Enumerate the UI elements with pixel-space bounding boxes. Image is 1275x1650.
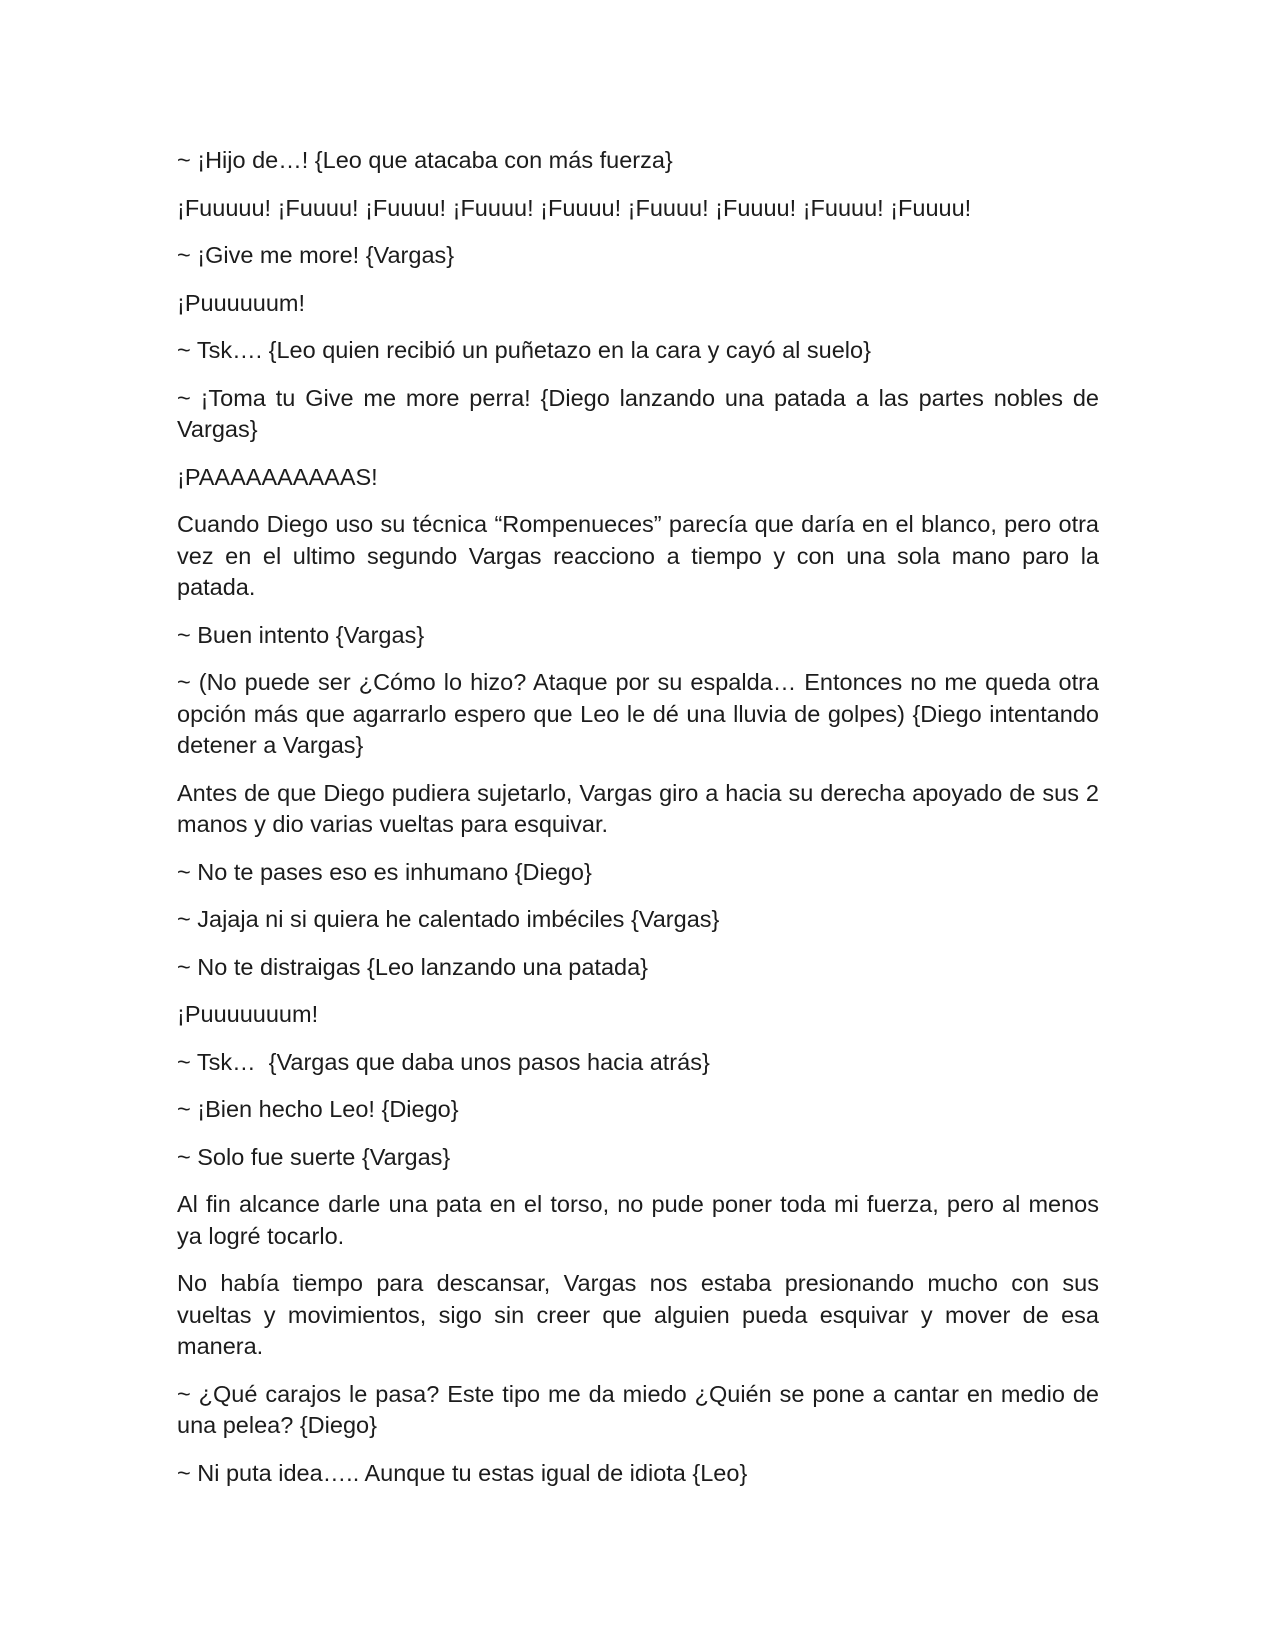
narration-paragraph: Al fin alcance darle una pata en el torso, no pude poner toda mi fuerza, pero al menos ya logré tocarlo. [177,1191,1099,1249]
narration-paragraph: Antes de que Diego pudiera sujetarlo, Vargas giro a hacia su derecha apoyado de sus 2 manos y dio varias vueltas para esquivar. [177,779,1099,837]
sound-effect-line: ¡Fuuuuu! ¡Fuuuu! ¡Fuuuu! ¡Fuuuu! ¡Fuuuu! ¡Fuuuu! ¡Fuuuu! ¡Fuuuu! ¡Fuuuu! [177,194,972,221]
sound-effect-line: ¡Puuuuuum! [177,289,306,316]
narration-paragraph: No había tiempo para descansar, Vargas nos estaba presionando mucho con sus vueltas y movimientos, sigo sin creer que alguien pueda esquivar y mover de esa manera. [177,1270,1099,1359]
dialogue-line: ~ ¡Bien hecho Leo! {Diego} [177,1096,459,1122]
dialogue-line: ~ No te distraigas {Leo lanzando una patada} [177,953,649,980]
sound-effect-line: ¡Puuuuuuum! [177,1001,319,1027]
dialogue-line: ~ ¿Qué carajos le pasa? Este tipo me da miedo ¿Quién se pone a cantar en medio de una pelea? {Diego} [177,1380,1099,1438]
dialogue-line: ~ Ni puta idea….. Aunque tu estas igual de idiota {Leo} [177,1459,748,1486]
dialogue-line: ~ ¡Hijo de…! {Leo que atacaba con más fuerza} [177,147,673,173]
dialogue-line: ~ (No puede ser ¿Cómo lo hizo? Ataque por su espalda… Entonces no me queda otra opción más que agarrarlo espero que Leo le dé una lluvia de golpes) {Diego intentando detener a Vargas} [177,669,1099,758]
sound-effect-line: ¡PAAAAAAAAAAS! [177,463,378,490]
dialogue-line: ~ Tsk…. {Leo quien recibió un puñetazo en la cara y cayó al suelo} [177,337,871,363]
dialogue-line: ~ No te pases eso es inhumano {Diego} [177,858,592,885]
narration-paragraph: Cuando Diego uso su técnica “Rompenueces” parecía que daría en el blanco, pero otra vez en el ultimo segundo Vargas reacciono a tiempo y con una sola mano paro la patada. [177,511,1099,600]
dialogue-line: ~ Buen intento {Vargas} [177,621,425,648]
dialogue-line: ~ Solo fue suerte {Vargas} [177,1143,451,1170]
page-body [177,145,1099,1505]
dialogue-line: ~ ¡Give me more! {Vargas} [177,242,455,268]
dialogue-line: ~ Tsk… {Vargas que daba unos pasos hacia atrás} [177,1048,710,1075]
dialogue-line: ~ ¡Toma tu Give me more perra! {Diego lanzando una patada a las partes nobles de Vargas} [177,384,1099,442]
dialogue-line: ~ Jajaja ni si quiera he calentado imbéciles {Vargas} [177,906,720,932]
